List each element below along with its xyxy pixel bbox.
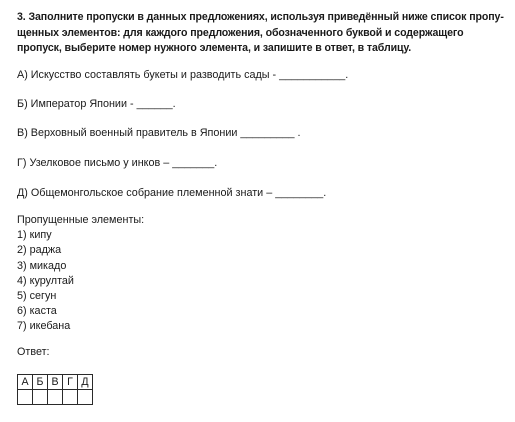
answer-cell-a[interactable] <box>18 390 33 405</box>
question-a: А) Искусство составлять букеты и разводить сады - ___________. <box>17 69 349 81</box>
list-item: 3) микадо <box>17 259 67 272</box>
answer-column-d: Д <box>78 375 93 390</box>
list-item: 5) сегун <box>17 290 57 303</box>
answer-cell-d[interactable] <box>78 390 93 405</box>
answer-cell-v[interactable] <box>48 390 63 405</box>
question-b: Б) Император Японии - ______. <box>17 98 176 110</box>
list-item: 2) раджа <box>17 244 62 257</box>
answer-table <box>17 374 93 405</box>
answer-column-v: В <box>48 375 63 390</box>
answer-label: Ответ: <box>17 346 50 358</box>
question-d: Д) Общемонгольское собрание племенной знати – ________. <box>17 187 327 199</box>
list-heading: Пропущенные элементы: <box>17 214 145 226</box>
question-g: Г) Узелковое письмо у инков – _______. <box>17 157 218 169</box>
missing-elements-list <box>17 213 144 335</box>
question-v: В) Верховный военный правитель в Японии _________ . <box>17 127 301 139</box>
list-item: 7) икебана <box>17 320 71 333</box>
answer-header-row <box>18 375 93 390</box>
list-item: 4) курултай <box>17 274 74 287</box>
instruction-line: щенных элементов: для каждого предложения, обозначенного буквой и содержащего <box>17 26 464 39</box>
list-item: 6) каста <box>17 305 57 318</box>
answer-input-row <box>18 390 93 405</box>
answer-column-a: А <box>18 375 33 390</box>
answer-cell-g[interactable] <box>63 390 78 405</box>
instruction-line: пропуск, выберите номер нужного элемента, и запишите в ответ, в таблицу. <box>17 42 412 54</box>
task-instructions <box>17 10 507 57</box>
answer-column-g: Г <box>63 375 78 390</box>
answer-cell-b[interactable] <box>33 390 48 405</box>
instruction-line: 3. Заполните пропуски в данных предложениях, используя приведённый ниже список пропу- <box>17 11 504 23</box>
answer-column-b: Б <box>33 375 48 390</box>
list-item: 1) кипу <box>17 229 52 242</box>
